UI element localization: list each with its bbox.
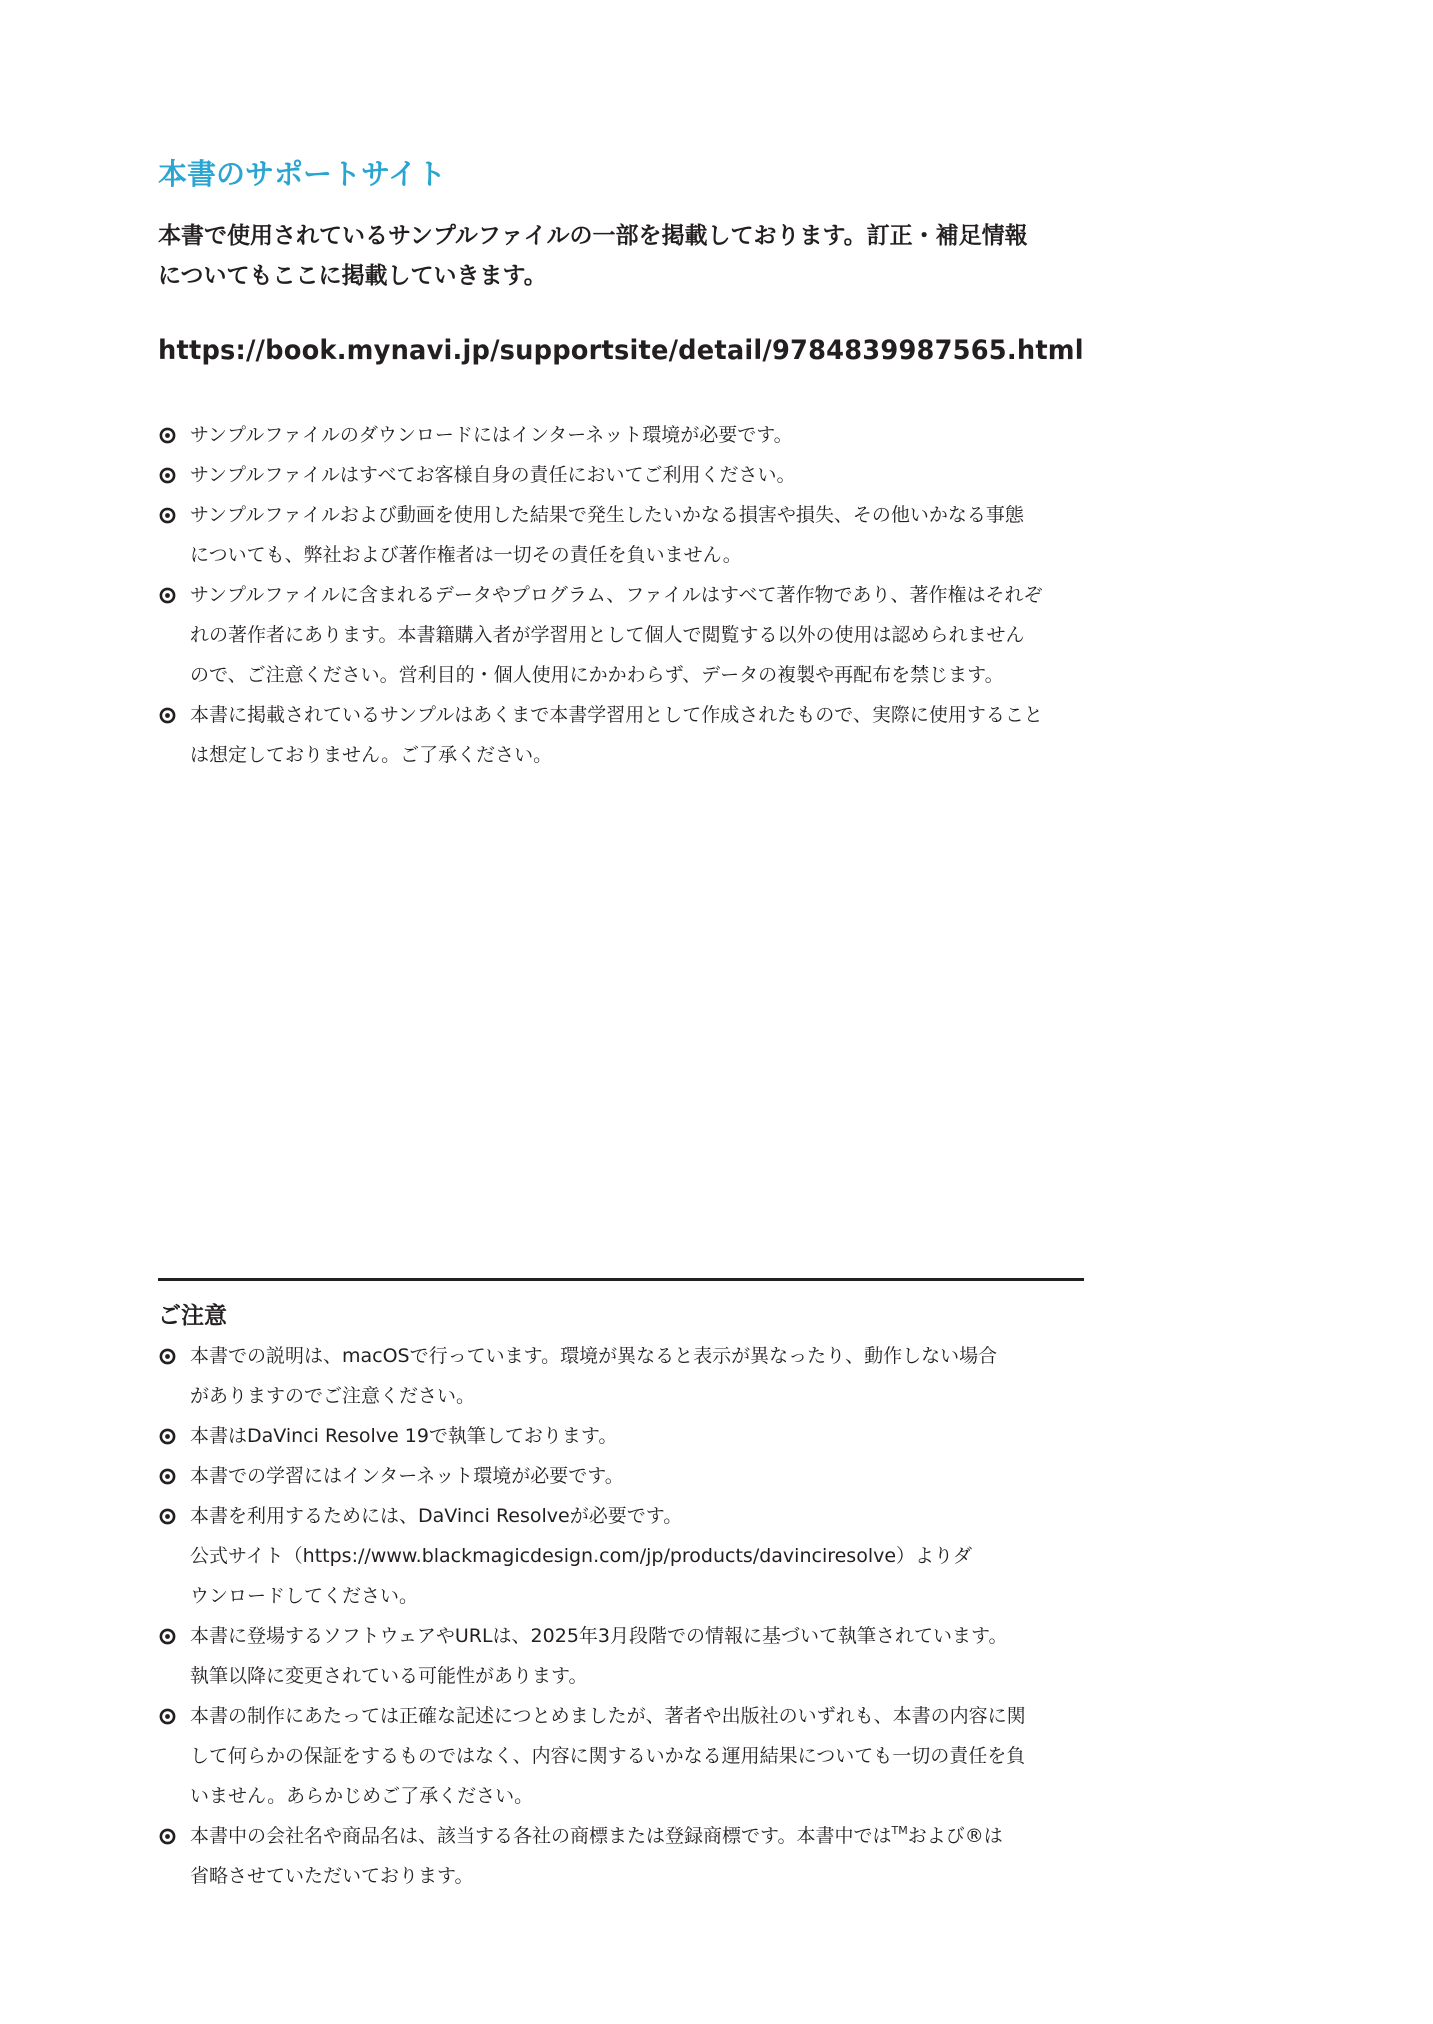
circled-dot-icon [159, 1468, 176, 1485]
list-item-line: 本書の制作にあたっては正確な記述につとめましたが、著者や出版社のいずれも、本書の内容に関 [190, 1705, 1026, 1727]
circled-dot-icon [159, 1428, 176, 1445]
list-item-line: ウンロードしてください。 [190, 1585, 419, 1607]
list-item [158, 1456, 1084, 1496]
list-item-line: して何らかの保証をするものではなく、内容に関するいかなる運用結果についても一切の責任を負 [190, 1745, 1026, 1767]
list-item-line: サンプルファイルはすべてお客様自身の責任においてご利用ください。 [190, 464, 796, 486]
list-item-line: 公式サイト（https://www.blackmagicdesign.com/jp/products/davinciresolve）よりダ [190, 1545, 973, 1567]
list-item-line: 本書に登場するソフトウェアやURLは、2025年3月段階での情報に基づいて執筆されています。 [190, 1625, 1008, 1647]
support-site-title: 本書のサポートサイト [158, 157, 446, 191]
trademark-symbol: TM [891, 1824, 908, 1837]
list-item-line: 本書はDaVinci Resolve 19で執筆しております。 [190, 1425, 618, 1447]
circled-dot-icon [159, 507, 176, 524]
list-item-line: いません。あらかじめご了承ください。 [190, 1785, 534, 1807]
list-item-line: ので、ご注意ください。営利目的・個人使用にかかわらず、データの複製や再配布を禁じます。 [190, 664, 1004, 686]
support-desc-line: 本書で使用されているサンプルファイルの一部を掲載しております。訂正・補足情報 [158, 223, 1028, 249]
list-item-line: についても、弊社および著作権者は一切その責任を負いません。 [190, 544, 742, 566]
list-item [158, 575, 1084, 695]
support-site-description [158, 216, 1084, 296]
list-item [158, 415, 1084, 455]
list-item [158, 455, 1084, 495]
list-item-line: 執筆以降に変更されている可能性があります。 [190, 1665, 588, 1687]
circled-dot-icon [159, 1708, 176, 1725]
circled-dot-icon [159, 707, 176, 724]
notice-title: ご注意 [158, 1303, 227, 1329]
list-item-line: サンプルファイルのダウンロードにはインターネット環境が必要です。 [190, 424, 793, 446]
list-item [158, 1336, 1084, 1416]
trademark-text: および®は [907, 1825, 1003, 1847]
support-notes-list [158, 415, 1084, 775]
document-page [158, 0, 1084, 2024]
list-item [158, 1616, 1084, 1696]
list-item-trademark [158, 1816, 1084, 1896]
list-item-line: 本書に掲載されているサンプルはあくまで本書学習用として作成されたもので、実際に使用すること [190, 704, 1043, 726]
circled-dot-icon [159, 1628, 176, 1645]
list-item [158, 1696, 1084, 1816]
list-item-line: は想定しておりません。ご了承ください。 [190, 744, 553, 766]
list-item-line: れの著作者にあります。本書籍購入者が学習用として個人で閲覧する以外の使用は認められません [190, 624, 1025, 646]
notice-list [158, 1336, 1084, 1896]
support-desc-line: についてもここに掲載していきます。 [158, 263, 547, 289]
list-item-line: 本書を利用するためには、DaVinci Resolveが必要です。 [190, 1505, 683, 1527]
list-item [158, 1416, 1084, 1456]
circled-dot-icon [159, 1508, 176, 1525]
list-item-line: サンプルファイルに含まれるデータやプログラム、ファイルはすべて著作物であり、著作権はそれぞ [190, 584, 1043, 606]
list-item-line: 本書での学習にはインターネット環境が必要です。 [190, 1465, 624, 1487]
circled-dot-icon [159, 1348, 176, 1365]
support-site-url[interactable]: https://book.mynavi.jp/supportsite/detail/9784839987565.html [158, 335, 1084, 366]
list-item [158, 695, 1084, 775]
list-item-line: 省略させていただいております。 [190, 1865, 474, 1887]
list-item-line [190, 1816, 1084, 1856]
circled-dot-icon [159, 587, 176, 604]
list-item [158, 1496, 1084, 1616]
list-item-line: サンプルファイルおよび動画を使用した結果で発生したいかなる損害や損失、その他いかなる事態 [190, 504, 1024, 526]
list-item [158, 495, 1084, 575]
circled-dot-icon [159, 427, 176, 444]
circled-dot-icon [159, 467, 176, 484]
trademark-text: 本書中の会社名や商品名は、該当する各社の商標または登録商標です。本書中では [190, 1825, 892, 1847]
list-item-line: がありますのでご注意ください。 [190, 1385, 476, 1407]
circled-dot-icon [159, 1828, 176, 1845]
list-item-line: 本書での説明は、macOSで行っています。環境が異なると表示が異なったり、動作しない場合 [190, 1345, 998, 1367]
section-divider [158, 1278, 1084, 1281]
